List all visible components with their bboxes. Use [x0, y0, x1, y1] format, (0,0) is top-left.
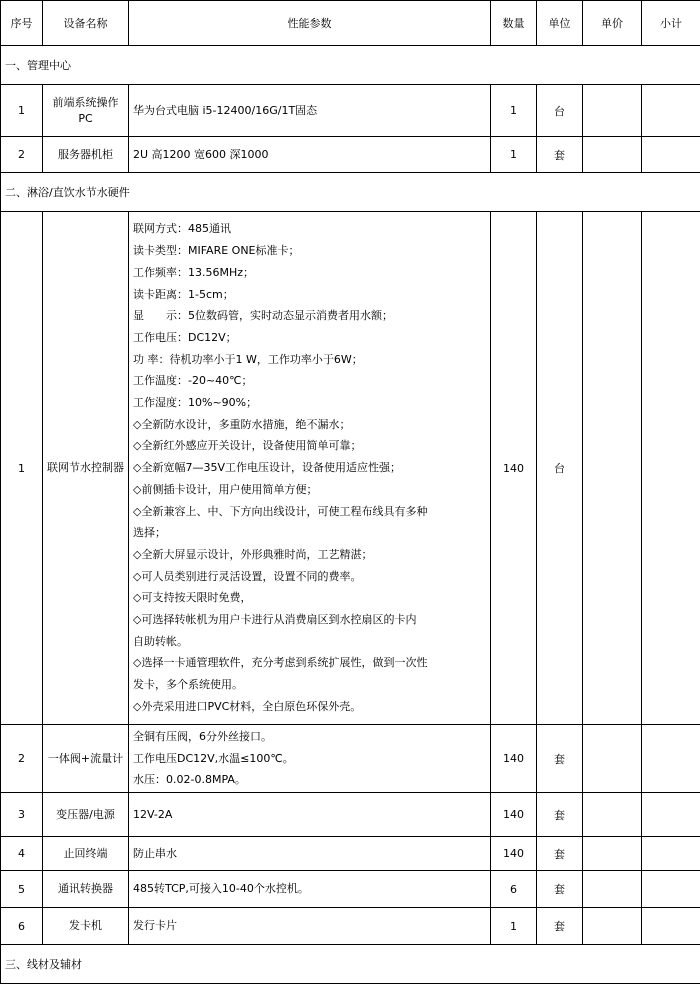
cell-qty: 1	[491, 137, 537, 173]
header-unit: 单位	[537, 1, 583, 46]
cell-unit: 台	[537, 212, 583, 725]
cell-params	[129, 137, 491, 173]
param-line: ◇全新兼容上、中、下方向出线设计，可使工程布线具有多种	[133, 504, 428, 518]
param-line: 读卡类型：MIFARE ONE标准卡；	[133, 244, 300, 258]
param-line: 发卡，多个系统使用。	[133, 678, 243, 692]
header-price: 单价	[583, 1, 642, 46]
param-line: 联网方式：485通讯	[133, 222, 231, 236]
param-line: 2U 高1200 宽600 深1000	[133, 147, 269, 161]
section-row	[1, 945, 700, 984]
table-row	[1, 871, 700, 908]
cell-subtotal	[642, 793, 700, 837]
cell-seq: 2	[1, 137, 43, 173]
cell-subtotal	[642, 85, 700, 137]
param-line: ◇外壳采用进口PVC材料，全白原色环保外壳。	[133, 699, 362, 713]
param-line: ◇选择一卡通管理软件，充分考虑到系统扩展性，做到一次性	[133, 656, 428, 670]
cell-price	[583, 85, 642, 137]
section-title: 二、淋浴/直饮水节水硬件	[1, 173, 700, 212]
cell-name: 止回终端	[43, 837, 129, 871]
header-subtotal: 小计	[642, 1, 700, 46]
cell-qty: 1	[491, 85, 537, 137]
cell-price	[583, 837, 642, 871]
table-row	[1, 837, 700, 871]
param-line: 防止串水	[133, 846, 177, 860]
cell-unit: 台	[537, 85, 583, 137]
cell-subtotal	[642, 871, 700, 908]
table-row	[1, 793, 700, 837]
cell-qty: 6	[491, 871, 537, 908]
cell-seq: 2	[1, 725, 43, 793]
section-title: 三、线材及辅材	[1, 945, 700, 984]
param-line: 工作频率：13.56MHz；	[133, 265, 255, 279]
cell-unit: 套	[537, 871, 583, 908]
param-line: ◇可人员类别进行灵活设置，设置不同的费率。	[133, 569, 362, 583]
param-line: 水压：0.02-0.8MPA。	[133, 773, 246, 787]
cell-qty: 140	[491, 725, 537, 793]
cell-seq: 1	[1, 85, 43, 137]
cell-params	[129, 212, 491, 725]
cell-subtotal	[642, 212, 700, 725]
param-line: 华为台式电脑 i5-12400/16G/1T固态	[133, 103, 318, 117]
cell-qty: 140	[491, 793, 537, 837]
param-line: 显 示：5位数码管，实时动态显示消费者用水额；	[133, 309, 393, 323]
cell-name: 发卡机	[43, 908, 129, 945]
cell-params	[129, 793, 491, 837]
header-qty: 数量	[491, 1, 537, 46]
section-row	[1, 173, 700, 212]
section-row	[1, 46, 700, 85]
cell-seq: 5	[1, 871, 43, 908]
cell-subtotal	[642, 137, 700, 173]
cell-name: 前端系统操作PC	[43, 85, 129, 137]
cell-subtotal	[642, 837, 700, 871]
cell-price	[583, 908, 642, 945]
cell-unit: 套	[537, 137, 583, 173]
cell-name: 服务器机柜	[43, 137, 129, 173]
param-line: 发行卡片	[133, 919, 177, 933]
param-line: 自助转帐。	[133, 634, 188, 648]
param-line: 工作电压：DC12V；	[133, 330, 237, 344]
param-line: 功 率：待机功率小于1 W，工作功率小于6W；	[133, 352, 363, 366]
header-params: 性能参数	[129, 1, 491, 46]
cell-subtotal	[642, 725, 700, 793]
cell-price	[583, 871, 642, 908]
cell-price	[583, 793, 642, 837]
table-body	[1, 46, 700, 984]
cell-name: 一体阀+流量计	[43, 725, 129, 793]
cell-name: 联网节水控制器	[43, 212, 129, 725]
param-line: 485转TCP,可接入10-40个水控机。	[133, 882, 309, 896]
table-row	[1, 725, 700, 793]
param-line: 读卡距离：1-5cm；	[133, 287, 234, 301]
cell-params	[129, 725, 491, 793]
cell-price	[583, 725, 642, 793]
param-line: 选择；	[133, 526, 166, 540]
table-row	[1, 137, 700, 173]
cell-params	[129, 837, 491, 871]
table-row	[1, 85, 700, 137]
cell-seq: 1	[1, 212, 43, 725]
cell-seq: 3	[1, 793, 43, 837]
cell-name: 通讯转换器	[43, 871, 129, 908]
param-line: ◇前侧插卡设计，用户使用简单方便；	[133, 482, 318, 496]
section-title: 一、管理中心	[1, 46, 700, 85]
param-line: ◇可选择转帐机为用户卡进行从消费扇区到水控扇区的卡内	[133, 613, 417, 627]
param-line: 工作电压DC12V,水温≤100℃。	[133, 751, 294, 765]
cell-unit: 套	[537, 908, 583, 945]
param-line: ◇全新宽幅7—35V工作电压设计，设备使用适应性强；	[133, 461, 401, 475]
cell-unit: 套	[537, 837, 583, 871]
cell-unit: 套	[537, 793, 583, 837]
param-line: ◇全新大屏显示设计，外形典雅时尚，工艺精湛；	[133, 547, 373, 561]
param-line: ◇全新红外感应开关设计，设备使用简单可靠；	[133, 439, 362, 453]
cell-qty: 140	[491, 837, 537, 871]
cell-price	[583, 137, 642, 173]
param-line: 工作湿度：10%~90%；	[133, 396, 258, 410]
param-line: 工作温度：-20~40℃；	[133, 374, 253, 388]
cell-qty: 1	[491, 908, 537, 945]
header-row	[1, 1, 700, 46]
cell-params	[129, 85, 491, 137]
cell-unit: 套	[537, 725, 583, 793]
cell-subtotal	[642, 908, 700, 945]
param-line: ◇全新防水设计，多重防水措施，绝不漏水；	[133, 417, 351, 431]
cell-qty: 140	[491, 212, 537, 725]
table-row	[1, 212, 700, 725]
cell-params	[129, 871, 491, 908]
cell-params	[129, 908, 491, 945]
cell-seq: 4	[1, 837, 43, 871]
param-line: 12V-2A	[133, 807, 173, 821]
cell-seq: 6	[1, 908, 43, 945]
cell-name: 变压器/电源	[43, 793, 129, 837]
header-seq: 序号	[1, 1, 43, 46]
param-line: ◇可支持按天限时免费，	[133, 591, 252, 605]
table-row	[1, 908, 700, 945]
header-name: 设备名称	[43, 1, 129, 46]
cell-price	[583, 212, 642, 725]
param-line: 全铜有压阀，6分外丝接口。	[133, 730, 272, 743]
